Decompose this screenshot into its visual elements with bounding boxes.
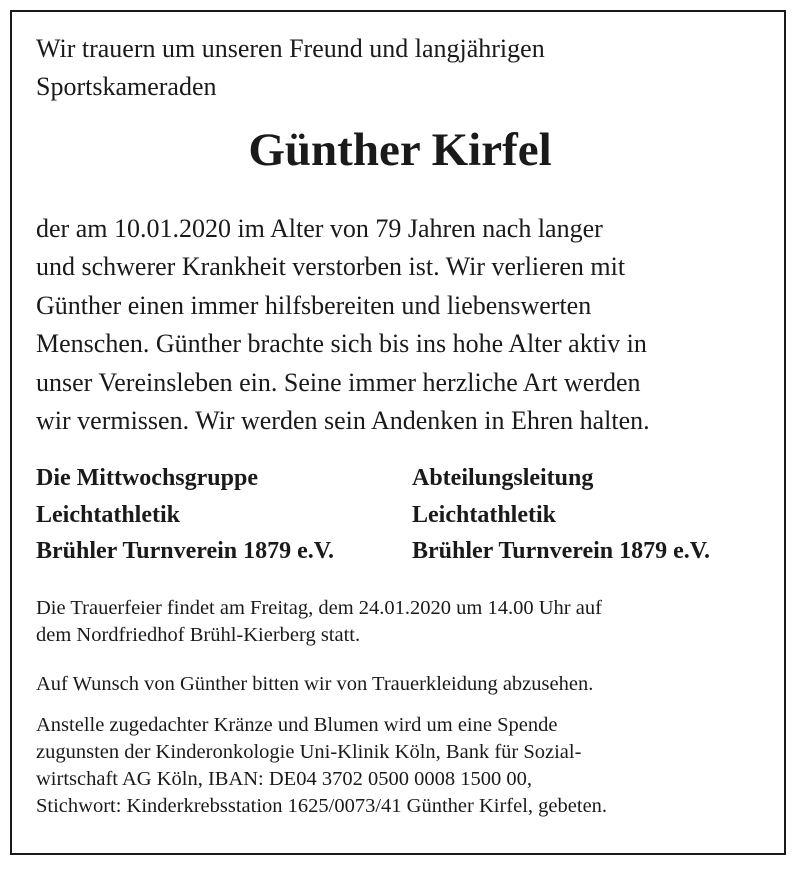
intro-text [36, 30, 756, 106]
notice-line: Stichwort: Kinderkrebsstation 1625/0073/41 Günther Kirfel, gebeten. [36, 795, 608, 817]
body-line: wir vermissen. Wir werden sein Andenken in Ehren halten. [36, 406, 650, 436]
signature-right [412, 460, 710, 570]
signature-line: Die Mittwochsgruppe [36, 465, 258, 491]
body-line: der am 10.01.2020 im Alter von 79 Jahren nach langer [36, 214, 603, 243]
notice-line: Die Trauerfeier findet am Freitag, dem 24.01.2020 um 14.00 Uhr auf [36, 597, 602, 619]
signature-line: Brühler Turnverein 1879 e.V. [36, 538, 335, 564]
body-line: Menschen. Günther brachte sich bis ins hohe Alter aktiv in [36, 329, 647, 359]
signature-line: Leichtathletik [412, 501, 556, 528]
clothing-notice [36, 671, 593, 698]
deceased-name: Günther Kirfel [248, 124, 552, 176]
notice-line: dem Nordfriedhof Brühl-Kierberg statt. [36, 624, 361, 646]
obituary-body [36, 210, 766, 440]
signature-line: Leichtathletik [36, 501, 180, 528]
signature-line: Brühler Turnverein 1879 e.V. [412, 538, 711, 564]
body-line: Günther einen immer hilfsbereiten und liebenswerten [36, 290, 592, 320]
funeral-notice [36, 595, 602, 649]
notice-line: Anstelle zugedachter Kränze und Blumen wird um eine Spende [36, 714, 558, 736]
body-line: und schwerer Krankheit verstorben ist. Wir verlieren mit [36, 252, 626, 282]
signature-left [36, 460, 334, 570]
donation-notice [36, 712, 607, 820]
notice-line: zugunsten der Kinderonkologie Uni-Klinik Köln, Bank für Sozial- [36, 741, 582, 763]
notice-line: Auf Wunsch von Günther bitten wir von Trauerkleidung abzusehen. [36, 673, 594, 695]
intro-line: Sportskameraden [36, 72, 217, 101]
signatures [36, 460, 766, 580]
notice-line: wirtschaft AG Köln, IBAN: DE04 3702 0500 0008 1500 00, [36, 768, 532, 790]
intro-line: Wir trauern um unseren Freund und langjährigen [36, 34, 545, 63]
signature-line: Abteilungsleitung [412, 465, 594, 491]
body-line: unser Vereinsleben ein. Seine immer herzliche Art werden [36, 367, 641, 397]
